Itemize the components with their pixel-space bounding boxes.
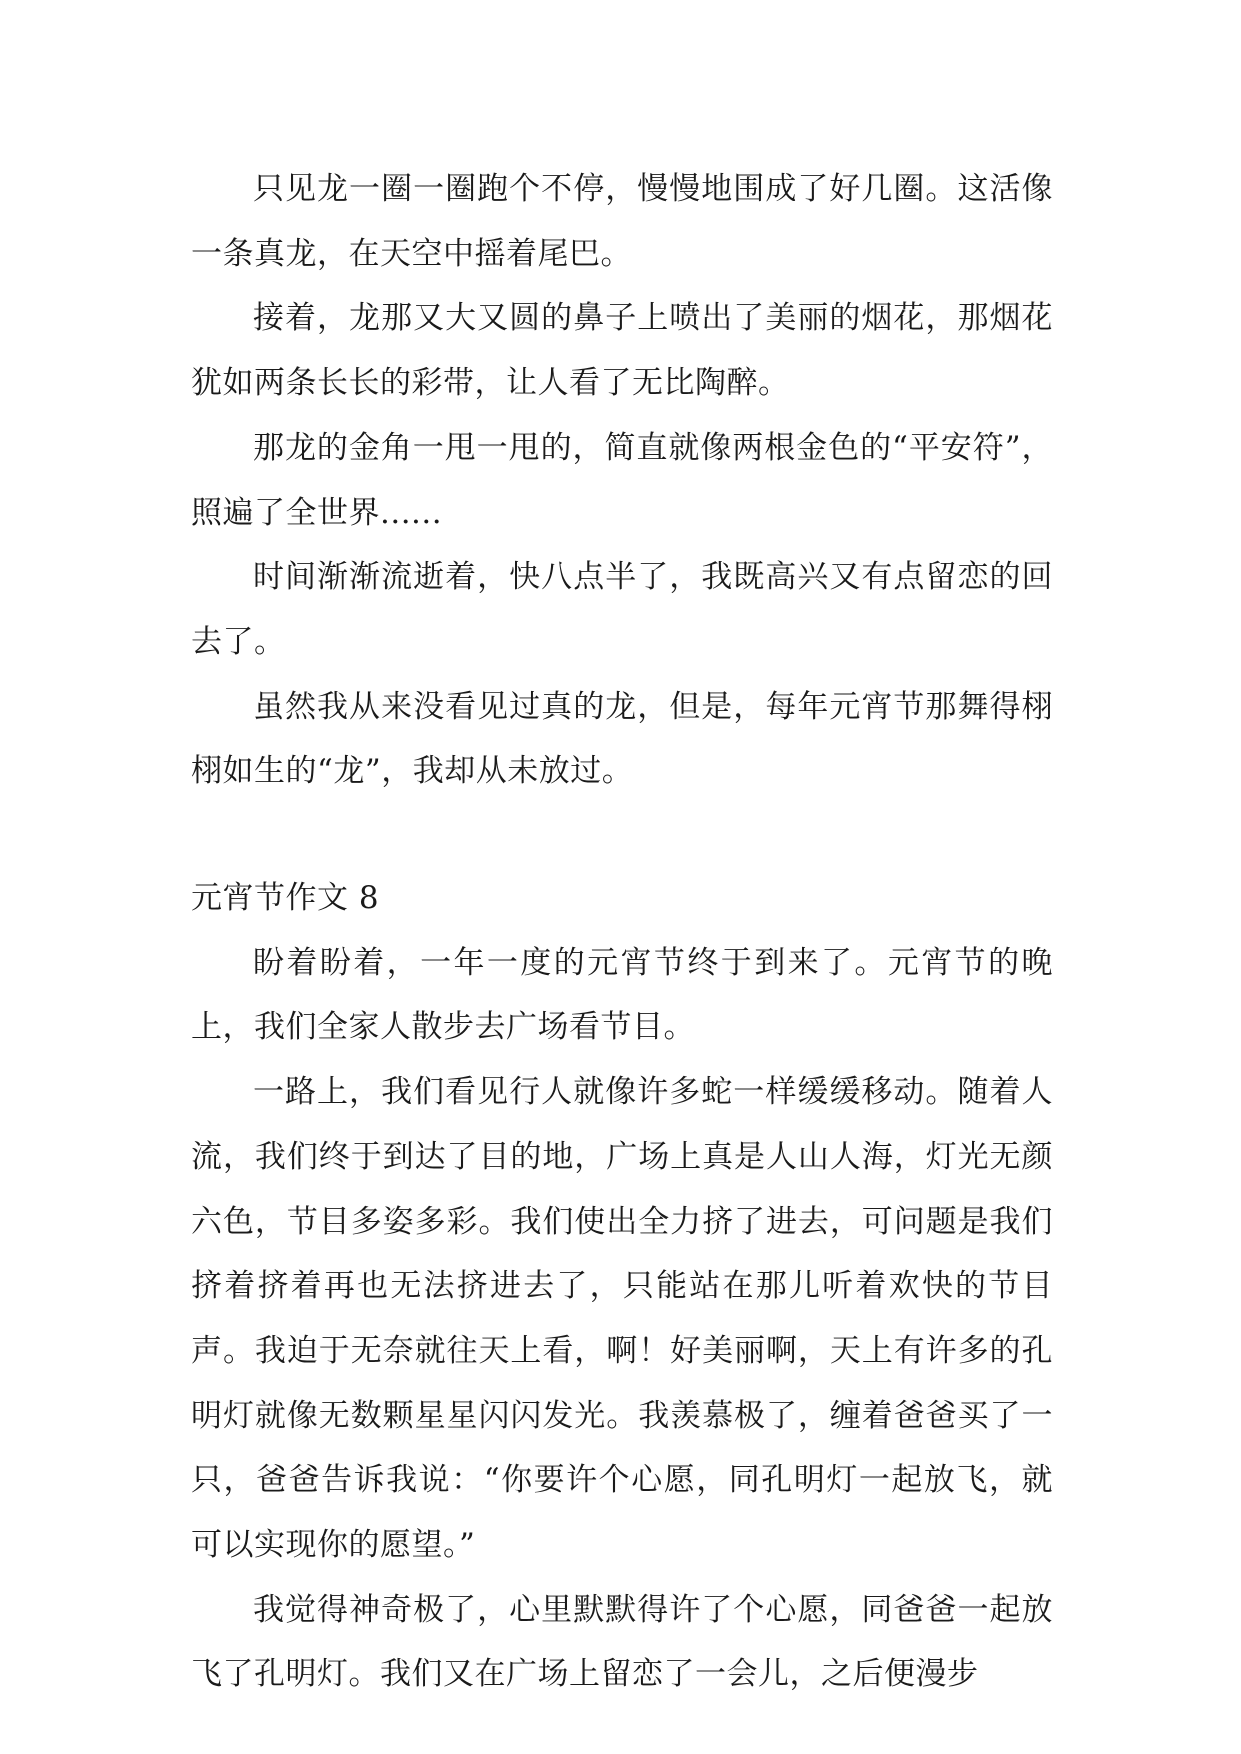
section-title: 元宵节作文 8 (191, 880, 380, 917)
paragraph: 虽然我从来没看见过真的龙，但是，每年元宵节那舞得栩栩如生的“龙”，我却从未放过。 (191, 688, 1053, 790)
paragraph: 盼着盼着，一年一度的元宵节终于到来了。元宵节的晚上，我们全家人散步去广场看节目。 (191, 944, 1053, 1046)
paragraph: 只见龙一圈一圈跑个不停，慢慢地围成了好几圈。这活像一条真龙，在天空中摇着尾巴。 (191, 171, 1053, 272)
essay-body (191, 157, 1053, 1707)
paragraph: 那龙的金角一甩一甩的，简直就像两根金色的“平安符”，照遍了全世界...... (191, 429, 1053, 531)
paragraph: 接着，龙那又大又圆的鼻子上喷出了美丽的烟花，那烟花犹如两条长长的彩带，让人看了无比陶醉。 (191, 300, 1053, 402)
paragraph: 一路上，我们看见行人就像许多蛇一样缓缓移动。随着人流，我们终于到达了目的地，广场上真是人山人海，灯光无颜六色，节目多姿多彩。我们使出全力挤了进去，可问题是我们挤着挤着再也无法挤进去了，只能站在那儿听着欢快的节目声。我迫于无奈就往天上看，啊！好美丽啊，天上有许多的孔明灯就像无数颗星星闪闪发光。我羡慕极了，缠着爸爸买了一只，爸爸告诉我说：“你要许个心愿，同孔明灯一起放飞，就可以实现你的愿望。” (191, 1074, 1053, 1564)
paragraph: 时间渐渐流逝着，快八点半了，我既高兴又有点留恋的回去了。 (191, 559, 1053, 660)
paragraph: 我觉得神奇极了，心里默默得许了个心愿，同爸爸一起放飞了孔明灯。我们又在广场上留恋了一会儿，之后便漫步 (191, 1591, 1053, 1693)
